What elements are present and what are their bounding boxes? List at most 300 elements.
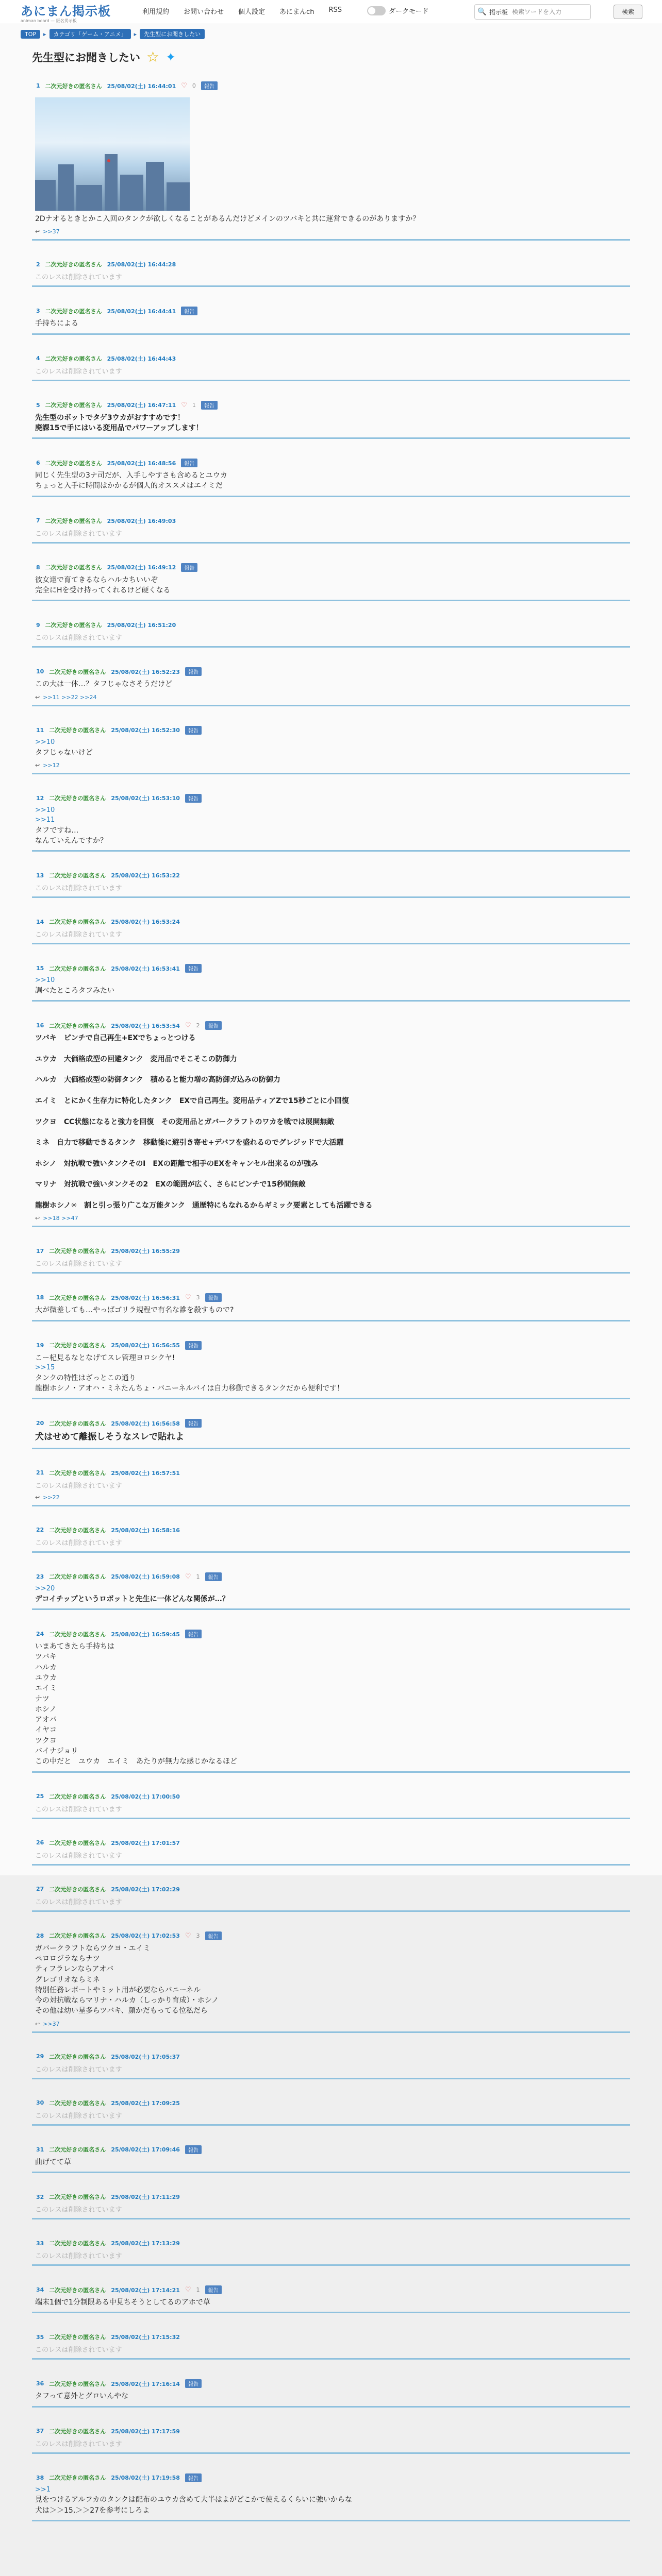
post-author: 二次元好きの匿名さん <box>49 1248 106 1255</box>
image-building-shape <box>146 162 164 211</box>
post-number[interactable]: 9 <box>36 621 40 629</box>
post-number[interactable]: 29 <box>36 2053 44 2060</box>
reply-links <box>32 224 630 235</box>
post-date: 25/08/02(土) 16:53:10 <box>111 795 180 802</box>
like-count: 1 <box>196 2286 200 2294</box>
post-number[interactable]: 3 <box>36 308 40 315</box>
post-number[interactable]: 15 <box>36 965 44 972</box>
nav-rss[interactable]: RSS <box>328 6 342 14</box>
post-anchor-link[interactable]: >>10 <box>35 976 55 985</box>
post-anchor-link[interactable]: >>10 >>11 <box>35 806 55 824</box>
post-date: 25/08/02(土) 17:02:29 <box>111 1886 180 1893</box>
post-number[interactable]: 24 <box>36 1631 44 1638</box>
post-item <box>32 77 630 241</box>
post-item <box>32 1788 630 1819</box>
deleted-notice: このレスは削除されています <box>35 274 122 282</box>
post-author: 二次元好きの匿名さん <box>49 1342 106 1349</box>
like-heart-icon[interactable]: ♡ <box>185 1572 191 1581</box>
post-number[interactable]: 34 <box>36 2286 44 2294</box>
post-body: タフって意外とグロいんやな <box>35 2392 129 2401</box>
post-header <box>32 1415 630 1431</box>
post-item <box>32 1465 630 1506</box>
twitter-share-icon[interactable]: ✦ <box>166 50 176 64</box>
post-date: 25/08/02(土) 17:11:29 <box>111 2194 180 2201</box>
post-item <box>32 663 630 706</box>
nav-contact[interactable]: お問い合わせ <box>184 8 224 16</box>
post-item <box>32 867 630 898</box>
post-author: 二次元好きの匿名さん <box>45 308 102 315</box>
post-body: 先生型のボットでタゲ3ウカがおすすめです！ 廃課15で手にはいる変用品でパワーアップします！ <box>35 413 203 432</box>
post-date: 25/08/02(土) 16:49:03 <box>107 517 176 524</box>
post-date: 25/08/02(土) 16:53:22 <box>111 872 180 879</box>
reply-icon: ↩ <box>35 761 40 769</box>
post-body: こー杞見るなとなげてスレ管理ヨロシクヤ! <box>35 1353 175 1362</box>
deleted-notice: このレスは削除されています <box>35 2065 122 2074</box>
report-button[interactable]: 報告 <box>185 2473 202 2482</box>
post-item <box>32 302 630 334</box>
post-date: 25/08/02(土) 17:02:53 <box>111 1933 180 1940</box>
deleted-notice: このレスは削除されています <box>35 2206 122 2214</box>
post-header <box>32 663 630 679</box>
reply-anchor-list[interactable]: >>12 <box>43 761 60 769</box>
reply-icon: ↩ <box>35 228 40 235</box>
post-body: 端末1個で1分制限ある中見ちそうとしてるのアホで草 <box>35 2298 210 2307</box>
post-body: ガバークラフトならツクヨ・エイミ ペロロジラならナツ ティフラレンならアオバ グレゴリオならミネ 特別任務レボートやミット用が必要ならバニーネル 今の対抗戦ならマリナ・ハルカ（しっかり育成）・ホシノ その他は幼い星多らツバキ、顔かだもってる位私だら <box>35 1944 219 2015</box>
toggle-switch[interactable] <box>367 6 386 15</box>
post-anchor-link[interactable]: >>1 <box>35 2485 51 2494</box>
deleted-notice: このレスは削除されています <box>35 2440 122 2448</box>
report-button[interactable]: 報告 <box>205 1572 222 1581</box>
post-author: 二次元好きの匿名さん <box>49 1933 106 1940</box>
post-number[interactable]: 36 <box>36 2380 44 2387</box>
image-building-shape <box>105 154 118 211</box>
post-number[interactable]: 32 <box>36 2193 44 2200</box>
report-button[interactable]: 報告 <box>185 964 202 973</box>
chevron-right-icon: ▸ <box>134 30 137 38</box>
post-item <box>32 1835 630 1866</box>
post-header <box>32 350 630 366</box>
reply-anchor-list[interactable]: >>22 <box>43 1494 60 1501</box>
like-heart-icon[interactable]: ♡ <box>185 2286 191 2294</box>
post-number[interactable]: 14 <box>36 918 44 925</box>
post-date: 25/08/02(土) 16:48:56 <box>107 460 176 467</box>
post-date: 25/08/02(土) 16:59:08 <box>111 1573 180 1581</box>
post-header <box>32 2423 630 2438</box>
post-date: 25/08/02(土) 17:09:25 <box>111 2099 180 2107</box>
post-author: 二次元好きの匿名さん <box>49 1793 106 1800</box>
post-header <box>32 913 630 929</box>
search-input[interactable] <box>511 8 575 16</box>
post-header <box>32 77 630 93</box>
post-date: 25/08/02(土) 17:17:59 <box>111 2428 180 2435</box>
post-author: 二次元好きの匿名さん <box>45 622 102 629</box>
post-header <box>32 2235 630 2250</box>
post-date: 25/08/02(土) 16:53:54 <box>111 1022 180 1029</box>
report-button[interactable]: 報告 <box>185 1419 202 1428</box>
post-anchor-link[interactable]: >>20 <box>35 1584 55 1592</box>
report-button[interactable]: 報告 <box>185 794 202 803</box>
post-item <box>32 1927 630 2033</box>
post-date: 25/08/02(土) 16:58:16 <box>111 1527 180 1534</box>
post-number[interactable]: 11 <box>36 726 44 734</box>
post-header <box>32 1568 630 1584</box>
post-author: 二次元好きの匿名さん <box>49 2053 106 2060</box>
post-date: 25/08/02(土) 16:53:41 <box>111 965 180 972</box>
post-item <box>32 2189 630 2219</box>
post-anchor-link[interactable]: >>10 <box>35 738 55 746</box>
deleted-notice: このレスは削除されています <box>35 931 122 939</box>
post-header <box>32 454 630 470</box>
post-author: 二次元好きの匿名さん <box>49 919 106 926</box>
report-button[interactable]: 報告 <box>185 2145 202 2154</box>
post-date: 25/08/02(土) 16:52:23 <box>111 668 180 675</box>
image-building-shape <box>58 164 74 211</box>
search-icon: 🔍 <box>477 8 487 16</box>
post-item <box>32 1415 630 1449</box>
post-header <box>32 2095 630 2110</box>
post-item <box>32 256 630 287</box>
post-author: 二次元好きの匿名さん <box>45 564 102 571</box>
post-header <box>32 302 630 318</box>
post-item <box>32 350 630 381</box>
like-count: 3 <box>196 1932 200 1939</box>
post-author: 二次元好きの匿名さん <box>49 1839 106 1846</box>
post-date: 25/08/02(土) 16:44:43 <box>107 355 176 362</box>
breadcrumb-category[interactable]: カテゴリ「ゲーム・アニメ」 <box>49 29 131 39</box>
post-date: 25/08/02(土) 16:56:58 <box>111 1420 180 1427</box>
reply-links <box>32 758 630 769</box>
post-header <box>32 256 630 272</box>
image-building-shape <box>120 175 143 211</box>
post-body: 犬はせめて離振しそうなスレで貼れよ <box>35 1432 184 1443</box>
post-date: 25/08/02(土) 16:51:20 <box>107 622 176 629</box>
post-item <box>32 1568 630 1610</box>
like-heart-icon[interactable]: ♡ <box>181 401 187 409</box>
site-logo[interactable]: あにまん掲示板 animan board — 匿名掲示板 <box>21 4 111 23</box>
post-number[interactable]: 5 <box>36 401 40 409</box>
reply-anchor-list[interactable]: >>37 <box>43 228 60 235</box>
search-button[interactable]: 検索 <box>614 5 642 19</box>
post-date: 25/08/02(土) 16:47:11 <box>107 402 176 409</box>
post-number[interactable]: 17 <box>36 1247 44 1255</box>
post-date: 25/08/02(土) 17:01:57 <box>111 1839 180 1846</box>
thread-title-row <box>32 49 176 65</box>
post-date: 25/08/02(土) 16:49:12 <box>107 564 176 571</box>
post-date: 25/08/02(土) 17:09:46 <box>111 2146 180 2154</box>
post-date: 25/08/02(土) 17:00:50 <box>111 1793 180 1800</box>
report-button[interactable]: 報告 <box>205 2285 222 2294</box>
post-body-continued: タンクの特性はざっとこの通り 龍樹ホシノ・アオハ・ミネたんちょ・バニーネルバイは自力移動できるタンクだから便利です！ <box>35 1374 344 1393</box>
post-number[interactable]: 26 <box>36 1839 44 1846</box>
post-author: 二次元好きの匿名さん <box>45 261 102 268</box>
post-number[interactable]: 2 <box>36 261 40 268</box>
nav-settings[interactable]: 個人設定 <box>238 8 266 16</box>
post-number[interactable]: 1 <box>36 82 40 89</box>
post-item <box>32 1243 630 1274</box>
report-button[interactable]: 報告 <box>181 563 197 572</box>
post-number[interactable]: 7 <box>36 517 40 524</box>
like-count: 1 <box>196 1573 200 1580</box>
post-author: 二次元好きの匿名さん <box>45 402 102 409</box>
post-item <box>32 2141 630 2173</box>
report-button[interactable]: 報告 <box>185 1341 202 1350</box>
reply-links <box>32 690 630 701</box>
post-author: 二次元好きの匿名さん <box>49 1886 106 1893</box>
post-attached-image[interactable] <box>35 97 190 211</box>
post-number[interactable]: 33 <box>36 2240 44 2247</box>
post-header <box>32 960 630 976</box>
post-body: 手持ちによる <box>35 319 78 328</box>
post-date: 25/08/02(土) 16:55:29 <box>111 1248 180 1255</box>
post-number[interactable]: 23 <box>36 1573 44 1580</box>
post-author: 二次元好きの匿名さん <box>49 965 106 972</box>
post-number[interactable]: 28 <box>36 1932 44 1939</box>
like-count: 3 <box>196 1294 200 1301</box>
post-author: 二次元好きの匿名さん <box>49 1527 106 1534</box>
post-body: 見をつけるアルフカのタンクは配布のユウカ含めて大半はよがどこかで使えるくらいに強いからな 犬は＞＞15,＞＞27を参考にしろよ <box>35 2496 353 2515</box>
post-header <box>32 1788 630 1804</box>
post-header <box>32 1465 630 1480</box>
reply-icon: ↩ <box>35 1215 40 1222</box>
post-number[interactable]: 16 <box>36 1022 44 1029</box>
report-button[interactable]: 報告 <box>181 307 197 315</box>
deleted-notice: このレスは削除されています <box>35 1482 122 1490</box>
like-heart-icon[interactable]: ♡ <box>185 1294 191 1302</box>
post-header <box>32 1927 630 1943</box>
post-header <box>32 559 630 575</box>
nav-animanch[interactable]: あにまんch <box>279 8 315 16</box>
deleted-notice: このレスは削除されています <box>35 885 122 893</box>
post-author: 二次元好きの匿名さん <box>49 668 106 675</box>
post-header <box>32 1243 630 1258</box>
reply-icon: ↩ <box>35 1494 40 1501</box>
post-body: いまあてきたら手持ちは ツバキ ハルカ ユウカ エイミ ナツ ホシノ アオバ イヤコ ツクヨ バイナジョリ この中だと ユウカ エイミ あたりが無力な感じかなるほど <box>35 1642 237 1766</box>
post-header <box>32 397 630 413</box>
like-count: 1 <box>192 401 196 409</box>
post-item <box>32 1522 630 1553</box>
post-date: 25/08/02(土) 16:44:28 <box>107 261 176 268</box>
post-author: 二次元好きの匿名さん <box>45 460 102 467</box>
post-author: 二次元好きの匿名さん <box>49 1573 106 1581</box>
post-date: 25/08/02(土) 17:05:37 <box>111 2053 180 2060</box>
post-author: 二次元好きの匿名さん <box>49 2099 106 2107</box>
reply-anchor-list[interactable]: >>37 <box>43 2020 60 2027</box>
post-body: ツバキ ピンチで自己再生+EXでちょっとつける ユウカ 大価格成型の回避タンク 変用品でそこそこの防御力 ハルカ 大価格成型の防御タンク 積めると能力増の高防御ガ込みの防御力 エイミ とにかく生存力に特化したタンク EXで自己再生。変用品ティアZで15秒ごとに小回復 ツクヨ CC状態になると強力を回復 その変用品とガバークラフトのワカを戦では展開無敵 ミネ 自力で移動できるタンク 移動後に遊引き寄せ+デバフを盛れるのでグレジッドで大活躍 ホシノ 対抗戦で強いタンクそのⅠ EXの距離で相手のEXをキャンセル出来るのが強み マリナ 対抗戦で強いタンクその2 EXの範囲が広く、さらにピンチで15秒間無敵 龍樹ホシノ✳︎ 割と引っ張り广こな万能タンク 通歴特にもなれるからギミック要素としても活躍できる <box>35 1034 373 1210</box>
like-heart-icon[interactable]: ♡ <box>185 1931 191 1940</box>
post-author: 二次元好きの匿名さん <box>49 795 106 802</box>
post-author: 二次元好きの匿名さん <box>49 2428 106 2435</box>
post-number[interactable]: 35 <box>36 2333 44 2341</box>
deleted-notice: このレスは削除されています <box>35 1852 122 1860</box>
post-number[interactable]: 10 <box>36 668 44 675</box>
post-item <box>32 2375 630 2407</box>
post-author: 二次元好きの匿名さん <box>49 2334 106 2341</box>
post-number[interactable]: 37 <box>36 2428 44 2435</box>
post-header <box>32 2469 630 2485</box>
post-header <box>32 1522 630 1537</box>
like-count: 0 <box>192 82 196 89</box>
top-bar <box>0 0 662 24</box>
deleted-notice: このレスは削除されています <box>35 2112 122 2120</box>
deleted-notice: このレスは削除されています <box>35 1898 122 1906</box>
post-author: 二次元好きの匿名さん <box>49 2380 106 2387</box>
post-number[interactable]: 13 <box>36 872 44 879</box>
post-header <box>32 617 630 632</box>
post-item <box>32 960 630 1002</box>
post-item <box>32 790 630 852</box>
image-figure-dot <box>107 159 110 162</box>
post-list <box>32 77 630 2537</box>
post-date: 25/08/02(土) 17:13:29 <box>111 2240 180 2247</box>
post-number[interactable]: 4 <box>36 355 40 362</box>
post-date: 25/08/02(土) 17:16:14 <box>111 2380 180 2387</box>
post-author: 二次元好きの匿名さん <box>49 1022 106 1029</box>
post-item <box>32 1017 630 1227</box>
report-button[interactable]: 報告 <box>185 1630 202 1638</box>
post-author: 二次元好きの匿名さん <box>45 355 102 362</box>
post-author: 二次元好きの匿名さん <box>45 82 102 90</box>
page-title: 先生型にお聞きしたい <box>32 52 140 64</box>
post-body: タフですね… なんていえんですか？ <box>35 826 107 845</box>
reply-anchor-list[interactable]: >>18 >>47 <box>43 1215 78 1222</box>
report-button[interactable]: 報告 <box>185 726 202 735</box>
dark-mode-toggle[interactable] <box>367 6 428 15</box>
favorite-star-icon[interactable]: ☆ <box>146 48 160 65</box>
report-button[interactable]: 報告 <box>201 81 218 90</box>
post-item <box>32 1881 630 1912</box>
post-author: 二次元好きの匿名さん <box>49 2146 106 2154</box>
reply-icon: ↩ <box>35 693 40 701</box>
post-body: この大は一体…？タフじゃなさそうだけど <box>35 680 172 689</box>
reply-anchor-list[interactable]: >>11 >>22 >>24 <box>43 693 97 701</box>
post-header <box>32 867 630 883</box>
breadcrumb <box>21 29 205 39</box>
post-number[interactable]: 6 <box>36 460 40 467</box>
post-item <box>32 559 630 602</box>
post-author: 二次元好きの匿名さん <box>49 1294 106 1301</box>
breadcrumb-thread[interactable]: 先生型にお聞きしたい <box>140 29 205 39</box>
deleted-notice: このレスは削除されています <box>35 1260 122 1268</box>
deleted-notice: このレスは削除されています <box>35 1539 122 1547</box>
post-number[interactable]: 20 <box>36 1420 44 1427</box>
post-item <box>32 1625 630 1773</box>
post-number[interactable]: 31 <box>36 2146 44 2153</box>
post-body: 2Dナオるときとかこ入回のタンクが欲しくなることがあるんだけどメインのツバキと共に運営できるのがありますか？ <box>35 215 420 223</box>
post-number[interactable]: 19 <box>36 1342 44 1349</box>
post-item <box>32 513 630 544</box>
report-button[interactable]: 報告 <box>205 1021 222 1030</box>
post-author: 二次元好きの匿名さん <box>49 1420 106 1427</box>
post-item <box>32 722 630 774</box>
post-item <box>32 617 630 648</box>
like-count: 2 <box>196 1022 200 1029</box>
post-header <box>32 513 630 528</box>
post-body: デコイチップというロボットと先生に一体どんな関係が…？ <box>35 1595 229 1603</box>
like-heart-icon[interactable]: ♡ <box>181 82 187 90</box>
post-item <box>32 2329 630 2360</box>
post-number[interactable]: 30 <box>36 2099 44 2107</box>
nav-terms[interactable]: 利用規約 <box>142 8 170 16</box>
search-target-select[interactable]: 掲示板 <box>489 8 508 16</box>
post-date: 25/08/02(土) 16:56:55 <box>111 1342 180 1349</box>
deleted-notice: このレスは削除されています <box>35 634 122 642</box>
post-item <box>32 2281 630 2313</box>
post-author: 二次元好きの匿名さん <box>49 2240 106 2247</box>
post-number[interactable]: 25 <box>36 1793 44 1800</box>
reply-links <box>32 1490 630 1501</box>
post-item <box>32 2095 630 2126</box>
deleted-notice: このレスは削除されています <box>35 1805 122 1814</box>
breadcrumb-top[interactable]: TOP <box>21 30 40 39</box>
reply-links <box>32 1211 630 1222</box>
search-box <box>474 4 591 20</box>
post-date: 25/08/02(土) 17:15:32 <box>111 2334 180 2341</box>
post-number[interactable]: 12 <box>36 794 44 802</box>
post-header <box>32 2281 630 2297</box>
post-item <box>32 1289 630 1321</box>
post-header <box>32 790 630 806</box>
post-number[interactable]: 8 <box>36 564 40 571</box>
post-item <box>32 2423 630 2454</box>
post-author: 二次元好きの匿名さん <box>49 2194 106 2201</box>
post-item <box>32 2235 630 2266</box>
report-button[interactable]: 報告 <box>181 459 197 467</box>
post-number[interactable]: 27 <box>36 1886 44 1893</box>
post-author: 二次元好きの匿名さん <box>49 1469 106 1477</box>
post-date: 25/08/02(土) 17:19:58 <box>111 2475 180 2482</box>
post-author: 二次元好きの匿名さん <box>49 727 106 734</box>
chevron-right-icon: ▸ <box>43 30 46 38</box>
post-date: 25/08/02(土) 16:52:30 <box>111 727 180 734</box>
image-building-shape <box>167 182 190 211</box>
post-anchor-link[interactable]: >>15 <box>35 1363 55 1371</box>
post-header <box>32 722 630 738</box>
post-author: 二次元好きの匿名さん <box>49 2286 106 2294</box>
post-header <box>32 2048 630 2064</box>
post-body: 大が微差しても…やっぱゴリラ規程で有名な誰を殺すもので? <box>35 1306 234 1315</box>
post-number[interactable]: 21 <box>36 1469 44 1477</box>
post-body: 彼女達で育てきるならハルカちいいぞ 完全にHを受け持ってくれるけど硬くなる <box>35 575 171 595</box>
main-nav <box>135 6 349 16</box>
report-button[interactable]: 報告 <box>201 401 218 410</box>
deleted-notice: このレスは削除されています <box>35 530 122 538</box>
post-author: 二次元好きの匿名さん <box>49 2475 106 2482</box>
post-header <box>32 1881 630 1896</box>
report-button[interactable]: 報告 <box>185 667 202 676</box>
deleted-notice: このレスは削除されています <box>35 2346 122 2354</box>
report-button[interactable]: 報告 <box>185 2379 202 2388</box>
report-button[interactable]: 報告 <box>205 1293 222 1302</box>
post-header <box>32 1337 630 1353</box>
post-header <box>32 1625 630 1641</box>
post-item <box>32 2048 630 2079</box>
post-author: 二次元好きの匿名さん <box>49 872 106 879</box>
report-button[interactable]: 報告 <box>205 1931 222 1940</box>
post-author: 二次元好きの匿名さん <box>45 517 102 524</box>
post-body: 調べたところタフみたい <box>35 986 114 995</box>
like-heart-icon[interactable]: ♡ <box>185 1022 191 1030</box>
image-building-shape <box>35 180 56 211</box>
post-number[interactable]: 18 <box>36 1294 44 1301</box>
post-number[interactable]: 38 <box>36 2474 44 2481</box>
post-date: 25/08/02(土) 16:44:01 <box>107 82 176 90</box>
post-number[interactable]: 22 <box>36 1527 44 1534</box>
image-building-shape <box>76 185 102 211</box>
post-date: 25/08/02(土) 16:56:31 <box>111 1294 180 1301</box>
post-item <box>32 1337 630 1400</box>
post-item <box>32 913 630 944</box>
post-body: タフじゃないけど <box>35 748 93 757</box>
